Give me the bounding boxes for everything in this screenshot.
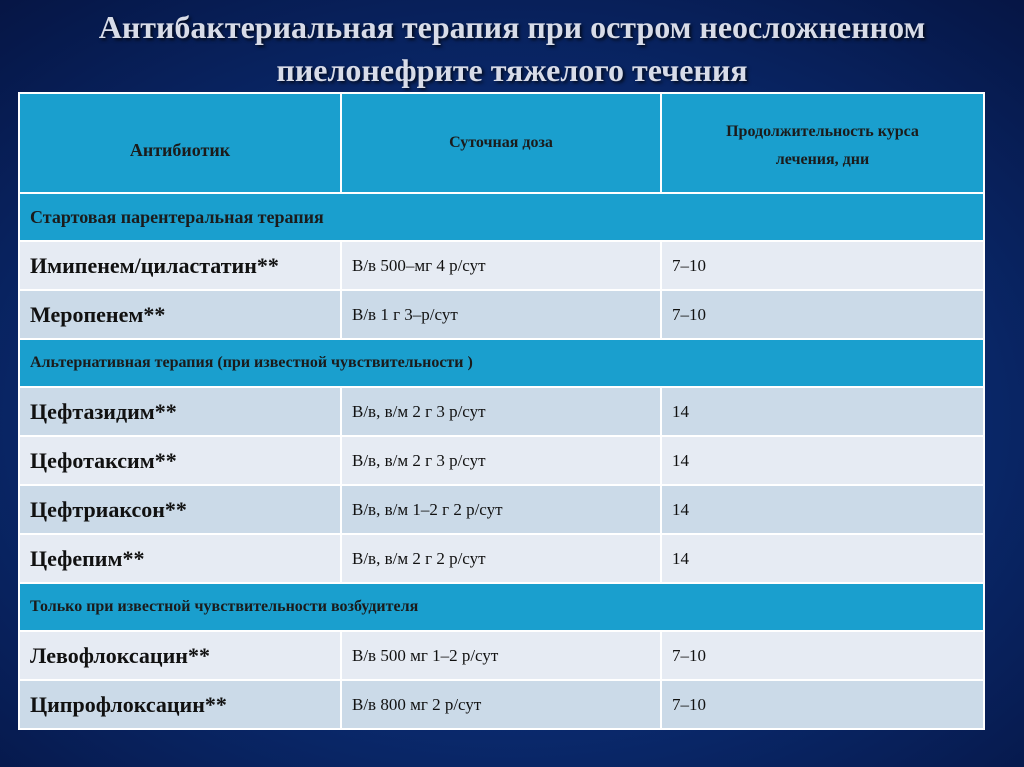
table-row	[19, 436, 984, 485]
drug-duration: 14	[661, 534, 984, 583]
drug-name: Ципрофлоксацин**	[19, 680, 341, 729]
slide-title-line-1: Антибактериальная терапия при остром неосложненном	[98, 9, 926, 45]
header-duration-line-1: Продолжительность курса	[726, 123, 919, 140]
table-row	[19, 534, 984, 583]
drug-dose: В/в, в/м 2 г 3 р/сут	[341, 387, 661, 436]
drug-name: Цефепим**	[19, 534, 341, 583]
drug-dose: В/в 500–мг 4 р/сут	[341, 241, 661, 290]
table-row	[19, 680, 984, 729]
table-row	[19, 485, 984, 534]
drug-dose: В/в 1 г 3–р/сут	[341, 290, 661, 339]
section-title: Стартовая парентеральная терапия	[19, 193, 984, 241]
drug-name: Имипенем/циластатин**	[19, 241, 341, 290]
drug-dose: В/в, в/м 2 г 3 р/сут	[341, 436, 661, 485]
drug-name: Цефотаксим**	[19, 436, 341, 485]
header-antibiotic: Антибиотик	[19, 93, 341, 193]
drug-duration: 7–10	[661, 631, 984, 680]
drug-duration: 7–10	[661, 290, 984, 339]
drug-duration: 7–10	[661, 680, 984, 729]
section-row-starting	[19, 193, 984, 241]
drug-duration: 14	[661, 387, 984, 436]
section-title: Только при известной чувствительности возбудителя	[19, 583, 984, 631]
drug-dose: В/в 800 мг 2 р/сут	[341, 680, 661, 729]
drug-name: Левофлоксацин**	[19, 631, 341, 680]
header-daily-dose: Суточная доза	[341, 93, 661, 193]
section-row-known-sensitivity	[19, 583, 984, 631]
antibiotic-therapy-table	[18, 92, 985, 730]
table-row	[19, 290, 984, 339]
drug-dose: В/в 500 мг 1–2 р/сут	[341, 631, 661, 680]
header-duration-line-2: лечения, дни	[775, 151, 870, 168]
drug-duration: 14	[661, 485, 984, 534]
drug-duration: 7–10	[661, 241, 984, 290]
drug-dose: В/в, в/м 2 г 2 р/сут	[341, 534, 661, 583]
section-row-alternative	[19, 339, 984, 387]
drug-name: Меропенем**	[19, 290, 341, 339]
slide-title	[40, 6, 984, 92]
table-row	[19, 241, 984, 290]
drug-duration: 14	[661, 436, 984, 485]
header-duration	[661, 93, 984, 193]
table-row	[19, 631, 984, 680]
table-header-row	[19, 93, 984, 193]
drug-dose: В/в, в/м 1–2 г 2 р/сут	[341, 485, 661, 534]
section-title: Альтернативная терапия (при известной чувствительности )	[19, 339, 984, 387]
drug-name: Цефтриаксон**	[19, 485, 341, 534]
table-row	[19, 387, 984, 436]
slide-title-line-2: пиелонефрите тяжелого течения	[276, 52, 748, 88]
drug-name: Цефтазидим**	[19, 387, 341, 436]
